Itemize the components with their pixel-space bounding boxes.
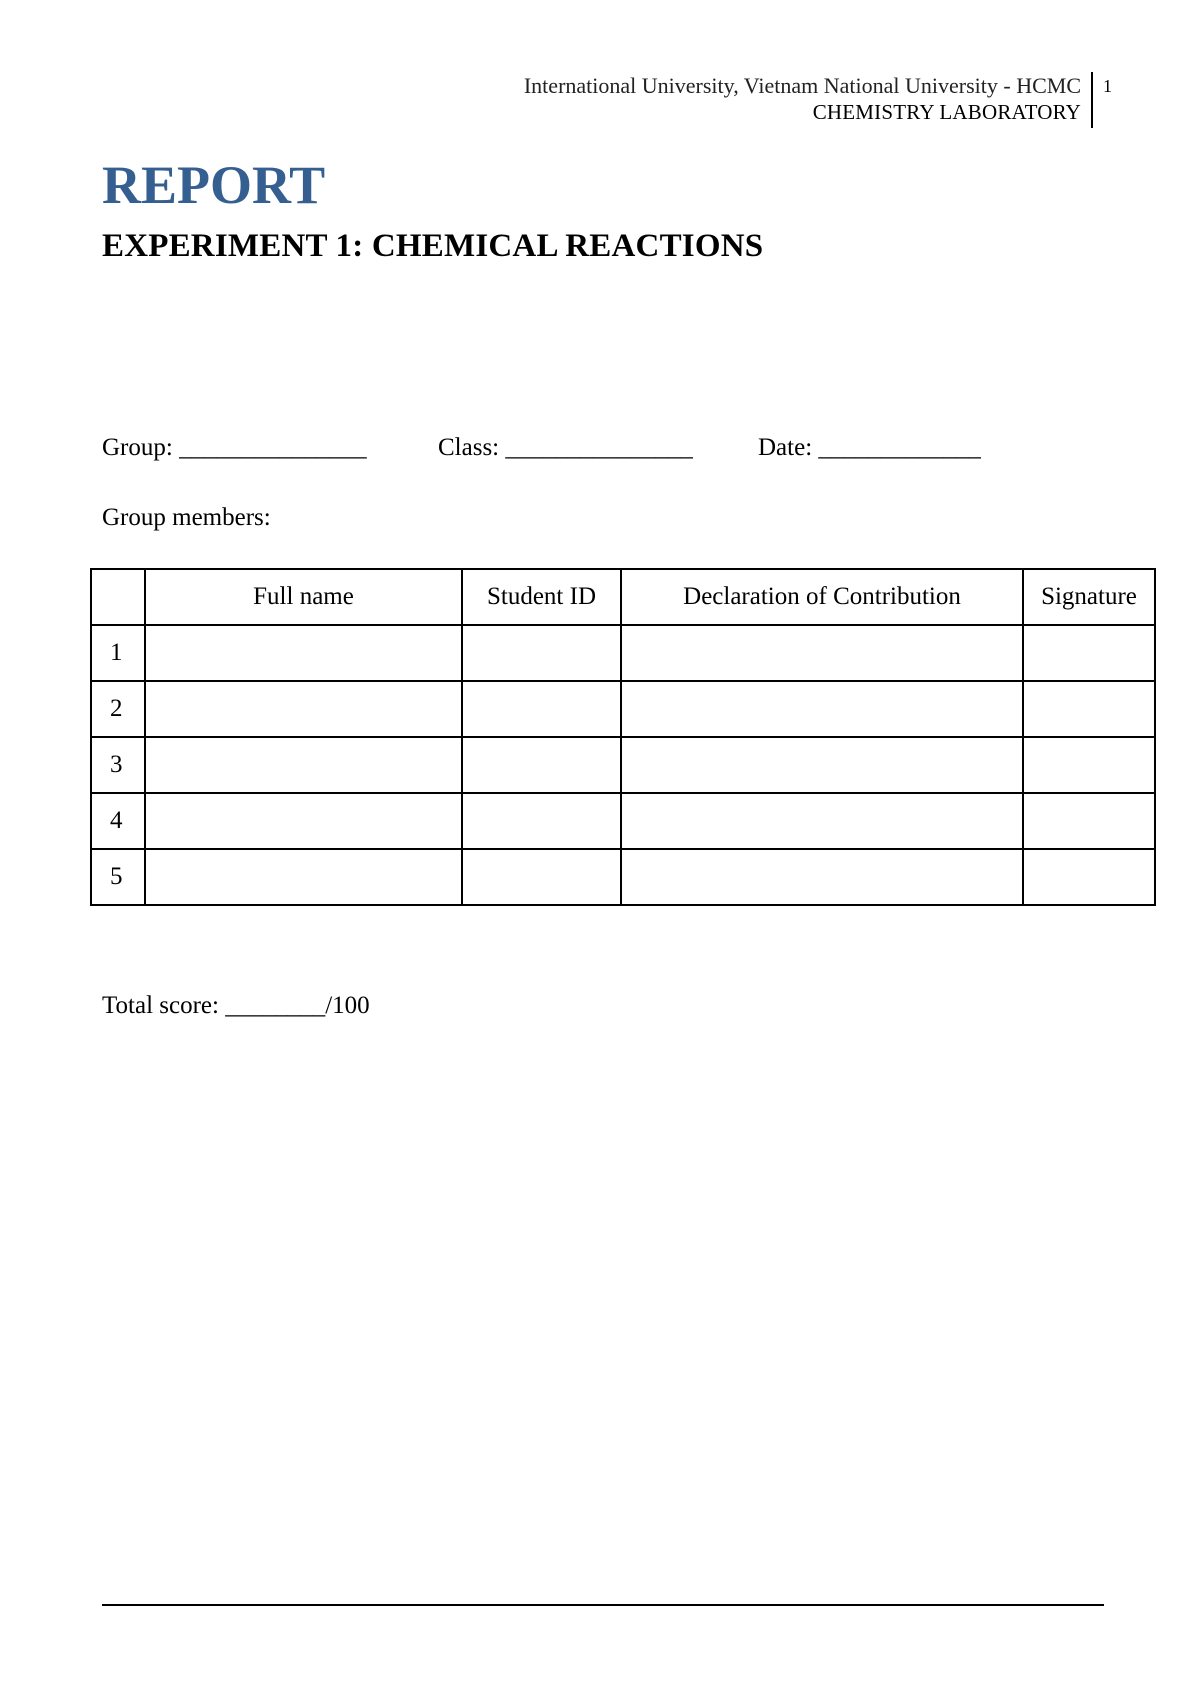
signature-cell[interactable] xyxy=(1023,681,1155,737)
full-name-cell[interactable] xyxy=(145,737,462,793)
contribution-cell[interactable] xyxy=(621,793,1023,849)
row-number: 4 xyxy=(91,793,145,849)
table-header-row xyxy=(91,569,1155,625)
row-number: 5 xyxy=(91,849,145,905)
full-name-cell[interactable] xyxy=(145,625,462,681)
table-row xyxy=(91,625,1155,681)
table-row xyxy=(91,737,1155,793)
date-field[interactable]: Date: _____________ xyxy=(758,434,981,461)
student-id-cell[interactable] xyxy=(462,793,621,849)
group-field[interactable]: Group: _______________ xyxy=(102,434,367,461)
student-id-cell[interactable] xyxy=(462,737,621,793)
student-id-cell[interactable] xyxy=(462,849,621,905)
column-header-student-id: Student ID xyxy=(462,569,621,625)
column-header-signature: Signature xyxy=(1023,569,1155,625)
group-members-label: Group members: xyxy=(102,504,271,531)
header-university: International University, Vietnam National University - HCMC xyxy=(523,73,1081,98)
row-number: 1 xyxy=(91,625,145,681)
full-name-cell[interactable] xyxy=(145,681,462,737)
contribution-cell[interactable] xyxy=(621,737,1023,793)
signature-cell[interactable] xyxy=(1023,737,1155,793)
full-name-cell[interactable] xyxy=(145,793,462,849)
page-header xyxy=(524,72,1112,128)
header-text xyxy=(524,72,1093,128)
row-number: 3 xyxy=(91,737,145,793)
signature-cell[interactable] xyxy=(1023,625,1155,681)
page-number: 1 xyxy=(1103,76,1112,96)
signature-cell[interactable] xyxy=(1023,849,1155,905)
total-score-field[interactable]: Total score: ________/100 xyxy=(102,992,370,1019)
table-row xyxy=(91,849,1155,905)
table-row xyxy=(91,681,1155,737)
report-title: REPORT xyxy=(102,155,326,215)
full-name-cell[interactable] xyxy=(145,849,462,905)
column-header-contribution: Declaration of Contribution xyxy=(621,569,1023,625)
contribution-cell[interactable] xyxy=(621,625,1023,681)
row-number: 2 xyxy=(91,681,145,737)
column-header-number xyxy=(91,569,145,625)
student-id-cell[interactable] xyxy=(462,625,621,681)
contribution-cell[interactable] xyxy=(621,681,1023,737)
column-header-full-name: Full name xyxy=(145,569,462,625)
table-row xyxy=(91,793,1155,849)
footer-divider xyxy=(102,1604,1104,1606)
signature-cell[interactable] xyxy=(1023,793,1155,849)
group-members-table xyxy=(90,568,1156,906)
student-id-cell[interactable] xyxy=(462,681,621,737)
experiment-title: EXPERIMENT 1: CHEMICAL REACTIONS xyxy=(102,228,764,264)
contribution-cell[interactable] xyxy=(621,849,1023,905)
header-lab: CHEMISTRY LABORATORY xyxy=(812,100,1081,124)
class-field[interactable]: Class: _______________ xyxy=(438,434,693,461)
